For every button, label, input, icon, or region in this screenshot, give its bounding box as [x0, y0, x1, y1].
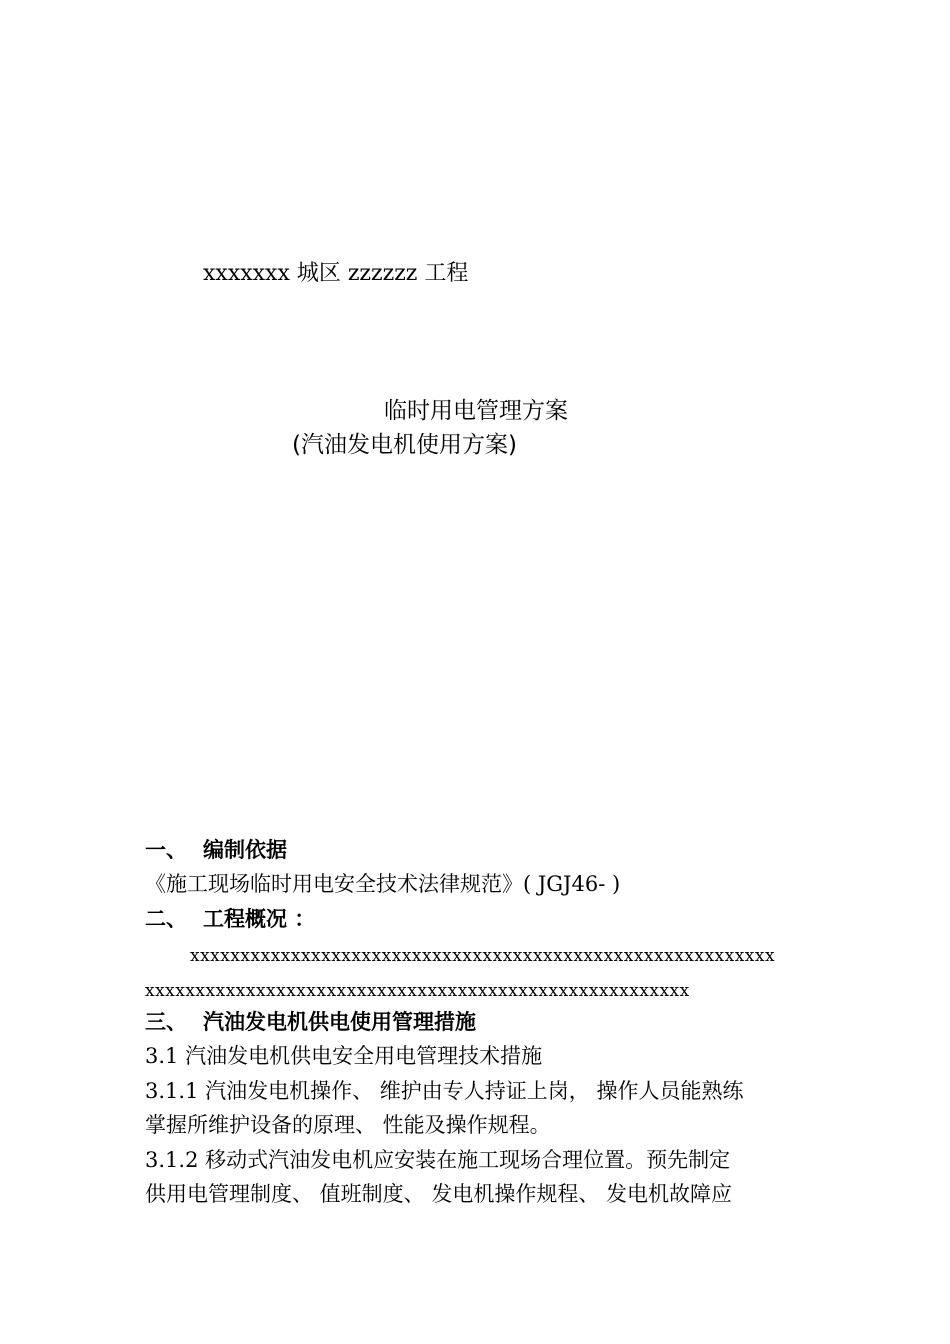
section-number: 三、: [145, 1010, 187, 1034]
section-title: 编制依据: [203, 838, 287, 862]
section-heading-3: [145, 1012, 476, 1033]
cover-title: 临时用电管理方案: [384, 398, 568, 424]
paragraph-3-1-1-line-1: 3.1.1 汽油发电机操作、 维护由专人持证上岗， 操作人员能熟练: [145, 1079, 744, 1103]
section-2-line-1: xxxxxxxxxxxxxxxxxxxxxxxxxxxxxxxxxxxxxxxxxxxxxxxxxxxxxxxxxx: [190, 946, 776, 966]
paragraph-3-1: 3.1 汽油发电机供电安全用电管理技术措施: [145, 1044, 543, 1068]
section-number: 二、: [145, 907, 187, 931]
paragraph-3-1-2-line-1: 3.1.2 移动式汽油发电机应安装在施工现场合理位置。预先制定: [145, 1148, 731, 1172]
section-heading-2: [145, 909, 315, 930]
section-number: 一、: [145, 838, 187, 862]
paragraph-3-1-1-line-2: 掌握所维护设备的原理、 性能及操作规程。: [145, 1113, 551, 1137]
paragraph-3-1-2-line-2: 供用电管理制度、 值班制度、 发电机操作规程、 发电机故障应: [145, 1182, 733, 1206]
section-heading-1: [145, 840, 287, 861]
section-title: 汽油发电机供电使用管理措施: [203, 1010, 476, 1034]
cover-project-name: xxxxxxx 城区 zzzzzz 工程: [203, 261, 469, 286]
cover-subtitle: (汽油发电机使用方案): [292, 432, 517, 458]
section-1-body: 《施工现场临时用电安全技术法律规范》( JGJ46- ): [145, 872, 621, 896]
section-title: 工程概况 ：: [203, 907, 316, 931]
section-2-line-2: xxxxxxxxxxxxxxxxxxxxxxxxxxxxxxxxxxxxxxxxxxxxxxxxxxxxxx: [145, 981, 690, 1001]
